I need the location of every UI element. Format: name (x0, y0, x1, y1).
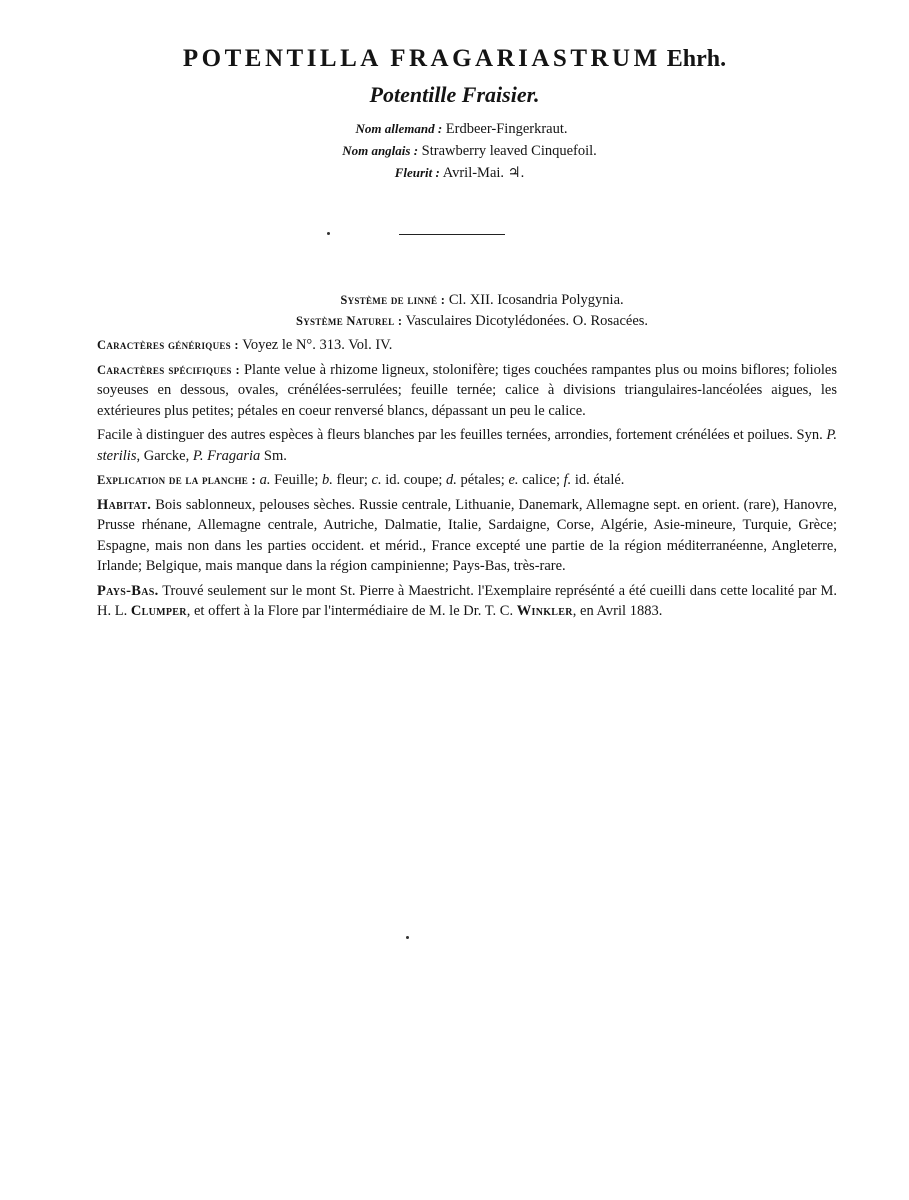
english-name-label: Nom anglais : (342, 143, 419, 158)
flowering-value: Avril-Mai. ♃. (442, 165, 525, 181)
linne-system-value: Cl. XII. Icosandria Polygynia. (448, 292, 624, 308)
specific-characters-label: Caractères spécifiques : (97, 362, 240, 377)
specific-characters-paragraph (97, 360, 837, 422)
paysbas-text-3: , en Avril 1883. (572, 603, 663, 619)
german-name-line (14, 118, 909, 140)
plate-text-a: Feuille; (274, 472, 319, 488)
flowering-label: Fleurit : (394, 165, 440, 180)
divider-rule (399, 234, 505, 235)
collector-name: Clumper (130, 603, 187, 619)
plate-key-c: c. (371, 472, 382, 488)
english-name-line (30, 140, 909, 162)
speck-mark (327, 232, 330, 235)
paysbas-text-2: , et offert à la Flore par l'intermédiaire de M. le Dr. T. C. (186, 603, 514, 619)
speck-mark (406, 936, 409, 939)
synonym1-genus: P. (826, 427, 838, 443)
plate-text-d: pétales; (460, 472, 505, 488)
synonym2-species: Fragaria (207, 447, 261, 464)
generic-characters-text: Voyez le N°. 313. Vol. IV. (242, 337, 393, 353)
english-name-value: Strawberry leaved Cinquefoil. (421, 143, 597, 159)
german-name-label: Nom allemand : (355, 121, 443, 136)
plate-text-c: id. coupe; (385, 472, 443, 488)
natural-system-label: Système Naturel : (295, 314, 403, 328)
description-body (97, 290, 837, 626)
specific-characters-text: Plante velue à rhizome ligneux, stolonifère; tiges couchées rampantes plus ou moins biflores; folioles soyeuses en dessous, ovales, crénélées-serrulées; feuille ternée; calice à divisions triangulaires-lancéolées aigues, les extérieures plus petites; pétales en coeur renversé blancs, dépassant un peu le calice. (97, 361, 837, 419)
intermediary-name: Winkler (516, 603, 573, 619)
plate-key-d: d. (446, 472, 457, 488)
plate-key-f: f. (563, 472, 572, 488)
paysbas-paragraph (97, 581, 837, 622)
plate-explanation-paragraph (97, 470, 837, 491)
natural-system-value: Vasculaires Dicotylédonées. O. Rosacées. (405, 313, 649, 329)
flowering-line (10, 162, 909, 184)
distinguish-paragraph (97, 425, 837, 466)
plate-text-e: calice; (522, 472, 560, 488)
species-author: Ehrh. (666, 46, 727, 72)
species-name: POTENTILLA FRAGARIASTRUM (182, 45, 661, 72)
synonym1-species: sterilis (97, 447, 137, 464)
paysbas-label: Pays-Bas. (97, 582, 159, 599)
plate-explanation-label: Explication de la planche : (97, 473, 256, 487)
plate-text-f: id. étalé. (574, 472, 625, 488)
plate-key-a: a. (259, 472, 271, 488)
synonym2-genus: P. (192, 447, 204, 464)
plate-text-b: fleur; (336, 472, 368, 488)
synonym2-author: Sm. (263, 447, 287, 464)
common-names (0, 118, 909, 184)
plate-key-b: b. (322, 472, 333, 488)
generic-characters-label: Caractères génériques : (97, 338, 239, 352)
linne-system-line (127, 290, 837, 311)
natural-system-line (107, 311, 837, 332)
paysbas-text: Trouvé seulement sur le mont St. Pierre à Maestricht. l'Exemplaire représénté a été cueilli dans cette localité par M. H. L. (97, 582, 837, 619)
plate-key-e: e. (508, 472, 519, 488)
german-name-value: Erdbeer-Fingerkraut. (445, 121, 568, 137)
generic-characters-paragraph (97, 335, 837, 356)
distinguish-text: Facile à distinguer des autres espèces à fleurs blanches par les feuilles ternées, arrondies, fortement crénélées et poilues. Syn. (97, 427, 823, 443)
linne-system-label: Système de linné : (340, 293, 446, 307)
synonym1-author: , Garcke, (136, 447, 190, 464)
habitat-label: Habitat. (97, 496, 152, 513)
french-name: Potentille Fraisier. (369, 82, 540, 107)
habitat-text: Bois sablonneux, pelouses sèches. Russie centrale, Lithuanie, Danemark, Allemagne sept. en orient. (rare), Hanovre, Prusse rhénane, Allemagne centrale, Autriche, Dalmatie, Italie, Sardaigne, Corse, Algérie, Asie-mineure, Turquie, Grèce; Espagne, mais non dans les parties occident. et mérid., France excepté une partie de la région méditerranéenne, Angleterre, Irlande; Belgique, mais manque dans la région campinienne; Pays-Bas, très-rare. (97, 496, 838, 574)
species-title (0, 45, 909, 73)
habitat-paragraph (97, 495, 837, 577)
